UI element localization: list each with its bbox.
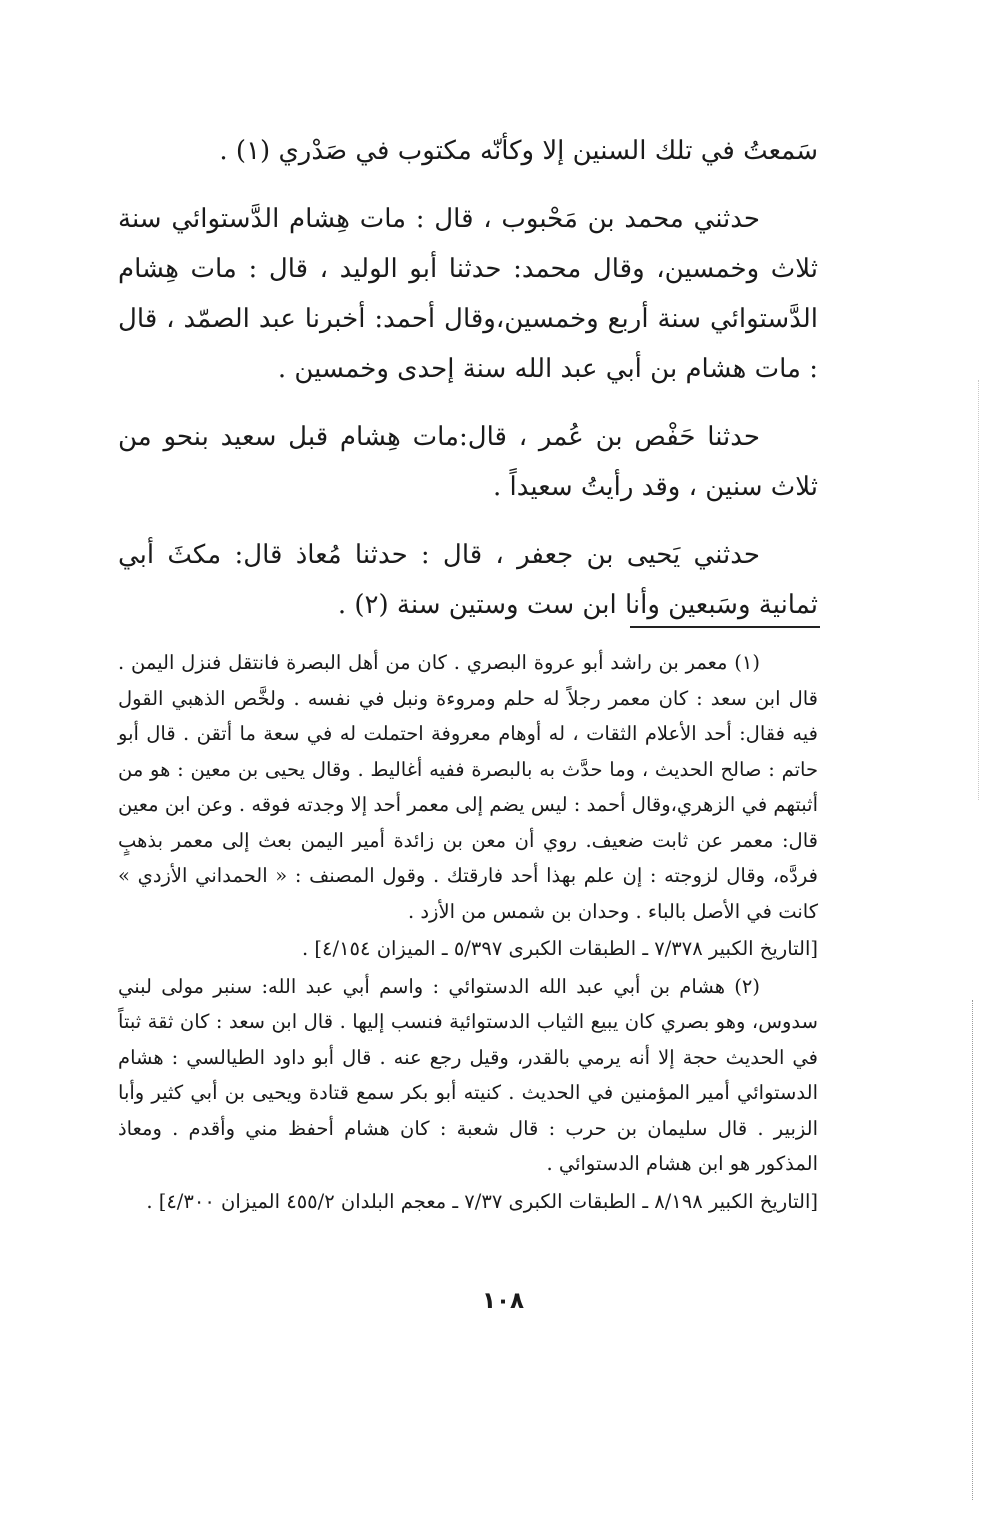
main-paragraph-4: حدثني يَحيى بن جعفر ، قال : حدثنا مُعاذ قال: مكثَ أبي ثمانية وسَبعين وأنا ابن ست وستين سنة (٢) . (118, 540, 818, 620)
main-paragraph-1: سَمعتُ في تلك السنين إلا وكأنّه مكتوب في صَدْري (١) . (219, 136, 818, 166)
footnote-2: (٢) هشام بن أبي عبد الله الدستوائي : واسم أبي عبد الله: سنبر مولى لبني سدوس، وهو بصري كان يبيع الثياب الدستوائية فنسب إليها . قال ابن سعد : كان ثقة ثبتاً في الحديث حجة إلا أنه يرمي بالقدر، وقيل رجع عنه . قال أبو داود الطيالسي : هشام الدستوائي أمير المؤمنين في الحديث . كنيته أبو بكر سمع قتادة ويحيى بن أبي كثير وأبا الزبير . قال سليمان بن حرب : قال شعبة : كان هشام أحفظ مني وأقدم . ومعاذ المذكور هو ابن هشام الدستوائي . (118, 974, 818, 1175)
page-number: ١٠٨ (481, 1288, 525, 1314)
main-paragraph-3: حدثنا حَفْص بن عُمر ، قال:مات هِشام قبل سعيد بنحو من ثلاث سنين ، وقد رأيتُ سعيداً . (118, 422, 818, 502)
scan-edge-mark (972, 1000, 973, 1500)
main-paragraph-2: حدثني محمد بن مَحْبوب ، قال : مات هِشام الدَّستوائي سنة ثلاث وخمسين، وقال محمد: حدثنا أبو الوليد ، قال : مات هِشام الدَّستوائي سنة أربع وخمسين،وقال أحمد: أخبرنا عبد الصمّد ، قال : مات هشام بن أبي عبد الله سنة إحدى وخمسين . (118, 204, 818, 384)
footnote-separator (630, 626, 820, 628)
footnotes (118, 645, 818, 1219)
footnote-2-references: [التاريخ الكبير ٨/١٩٨ ـ الطبقات الكبرى ٧/٣٧ ـ معجم البلدان ٤٥٥/٢ الميزان ٤/٣٠٠] . (146, 1189, 818, 1213)
main-text (118, 126, 818, 630)
footnote-1-references: [التاريخ الكبير ٧/٣٧٨ ـ الطبقات الكبرى ٥/٣٩٧ ـ الميزان ٤/١٥٤] . (302, 937, 818, 960)
footnote-1: (١) معمر بن راشد أبو عروة البصري . كان من أهل البصرة فانتقل فنزل اليمن . قال ابن سعد : كان معمر رجلاً له حلم ومروءة ونبل في نفسه . ولخَّص الذهبي القول فيه فقال: أحد الأعلام الثقات ، له أوهام معروفة احتملت له في سعة ما أتقن . قال أبو حاتم : صالح الحديث ، وما حدَّث به بالبصرة ففيه أغاليط . وقال يحيى بن معين : هو من أثبتهم في الزهري،وقال أحمد : ليس يضم إلى معمر أحد إلا وجدته فوقه . وعن ابن معين قال: معمر عن ثابت ضعيف. روي أن معن بن زائدة أمير اليمن بعث إلى معمر بذهبٍ فردَّه، وقال لزوجته : إن علم بهذا أحد فارقتك . وقول المصنف : « الحمداني الأزدي » كانت في الأصل بالباء . وحدان بن شمس من الأزد . (118, 651, 818, 923)
scan-edge-mark (978, 380, 979, 800)
